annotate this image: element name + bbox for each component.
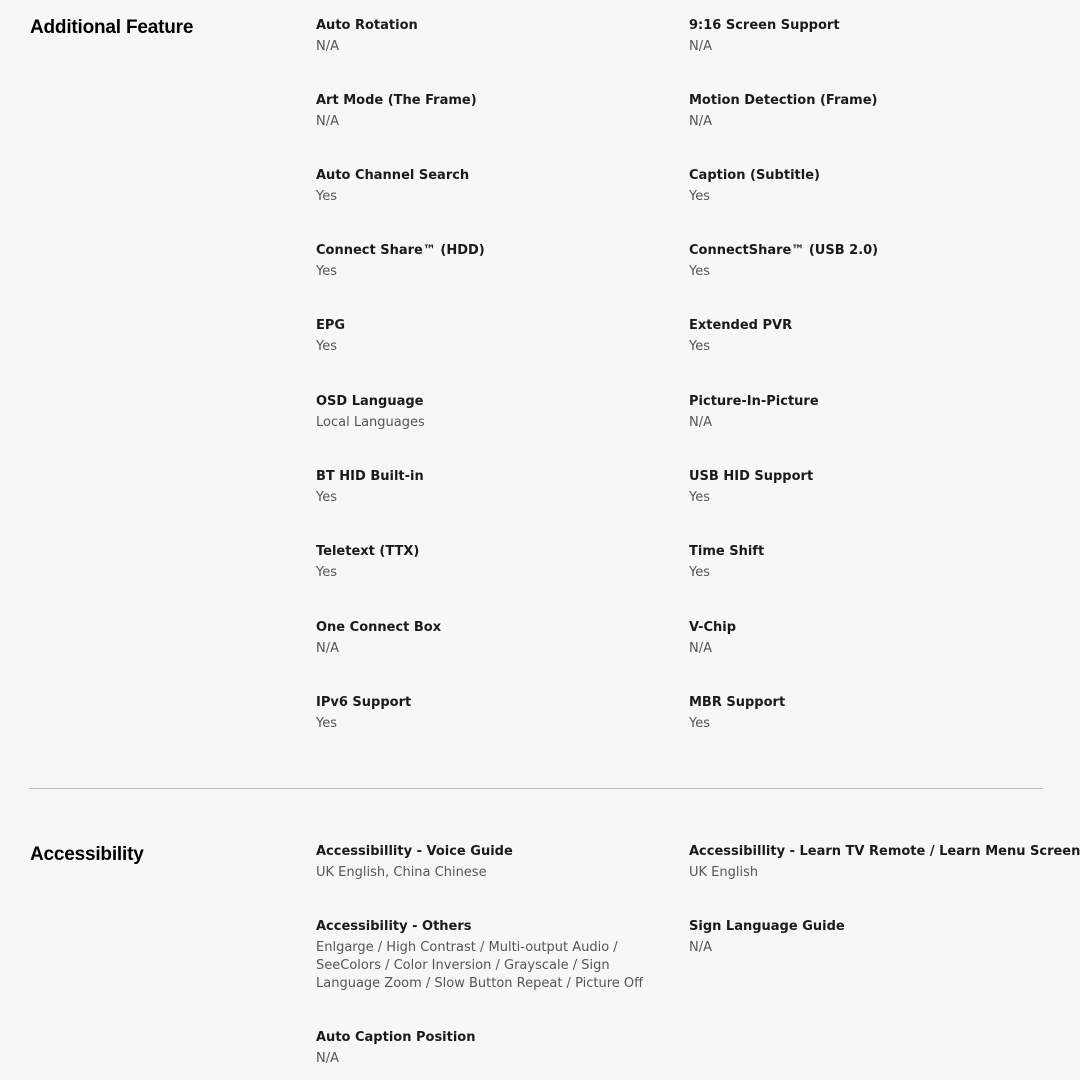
spec-v-chip — [689, 619, 1049, 658]
spec-label: Sign Language Guide — [689, 919, 845, 934]
spec-label: Teletext (TTX) — [316, 544, 420, 559]
spec-voice-guide — [316, 843, 676, 882]
spec-value: Yes — [316, 565, 337, 580]
spec-art-mode — [316, 92, 676, 131]
spec-extended-pvr — [689, 317, 1049, 356]
spec-label: Accessibillity - Voice Guide — [316, 844, 513, 859]
spec-label: Extended PVR — [689, 318, 793, 333]
spec-label: V-Chip — [689, 620, 737, 635]
spec-caption-subtitle — [689, 167, 1049, 206]
spec-value: Yes — [689, 339, 710, 354]
spec-value: N/A — [689, 940, 712, 955]
spec-label: Picture-In-Picture — [689, 394, 819, 409]
spec-osd-language — [316, 393, 676, 432]
spec-value: N/A — [689, 39, 712, 54]
spec-auto-caption-position — [316, 1029, 676, 1068]
spec-value: N/A — [316, 1051, 339, 1066]
spec-label: Motion Detection (Frame) — [689, 93, 878, 108]
spec-label: 9:16 Screen Support — [689, 18, 840, 33]
spec-motion-detection — [689, 92, 1049, 131]
spec-ipv6-support — [316, 694, 676, 733]
spec-value: Yes — [316, 189, 337, 204]
spec-value: N/A — [689, 415, 712, 430]
spec-value: N/A — [689, 114, 712, 129]
spec-label: One Connect Box — [316, 620, 442, 635]
spec-value: Yes — [689, 189, 710, 204]
section-title-additional-feature: Additional Feature — [30, 17, 194, 38]
spec-label: IPv6 Support — [316, 695, 412, 710]
spec-label: Art Mode (The Frame) — [316, 93, 477, 108]
spec-label: OSD Language — [316, 394, 424, 409]
spec-label: Auto Channel Search — [316, 168, 470, 183]
spec-label: Connect Share™ (HDD) — [316, 243, 485, 258]
spec-value: Yes — [316, 716, 337, 731]
spec-value: Yes — [316, 339, 337, 354]
spec-value: N/A — [689, 641, 712, 656]
spec-value: Yes — [316, 264, 337, 279]
spec-sign-language-guide — [689, 918, 1049, 957]
spec-value: UK English — [689, 865, 759, 880]
spec-connect-share-hdd — [316, 242, 676, 281]
spec-bt-hid — [316, 468, 676, 507]
spec-time-shift — [689, 543, 1049, 582]
spec-epg — [316, 317, 676, 356]
spec-value: N/A — [316, 641, 339, 656]
spec-label: Auto Caption Position — [316, 1030, 476, 1045]
spec-connect-share-usb — [689, 242, 1049, 281]
spec-value: Yes — [689, 490, 710, 505]
spec-label: EPG — [316, 318, 346, 333]
spec-auto-rotation — [316, 17, 676, 56]
spec-value: UK English, China Chinese — [316, 865, 487, 880]
spec-label: ConnectShare™ (USB 2.0) — [689, 243, 879, 258]
spec-usb-hid — [689, 468, 1049, 507]
spec-value: Yes — [689, 716, 710, 731]
spec-label: BT HID Built-in — [316, 469, 424, 484]
spec-label: Accessibillity - Learn TV Remote / Learn Menu Screen — [689, 844, 1080, 859]
spec-teletext — [316, 543, 676, 582]
spec-label: Caption (Subtitle) — [689, 168, 820, 183]
section-divider — [29, 788, 1043, 789]
spec-picture-in-picture — [689, 393, 1049, 432]
spec-learn-tv-remote — [689, 843, 1080, 882]
spec-label: Auto Rotation — [316, 18, 418, 33]
spec-value: Yes — [316, 490, 337, 505]
spec-value: Yes — [689, 264, 710, 279]
spec-label: USB HID Support — [689, 469, 814, 484]
spec-916-screen-support — [689, 17, 1049, 56]
spec-accessibility-others — [316, 918, 656, 993]
section-title-accessibility: Accessibility — [30, 844, 144, 865]
spec-value: Enlgarge / High Contrast / Multi-output Audio / SeeColors / Color Inversion / Grayscale / Sign Language Zoom / Slow Button Repeat / Picture Off — [316, 940, 644, 991]
spec-one-connect-box — [316, 619, 676, 658]
spec-mbr-support — [689, 694, 1049, 733]
spec-value: Yes — [689, 565, 710, 580]
spec-label: Time Shift — [689, 544, 765, 559]
spec-auto-channel-search — [316, 167, 676, 206]
spec-value: Local Languages — [316, 415, 425, 430]
spec-value: N/A — [316, 39, 339, 54]
spec-value: N/A — [316, 114, 339, 129]
spec-label: MBR Support — [689, 695, 786, 710]
spec-label: Accessibility - Others — [316, 919, 472, 934]
